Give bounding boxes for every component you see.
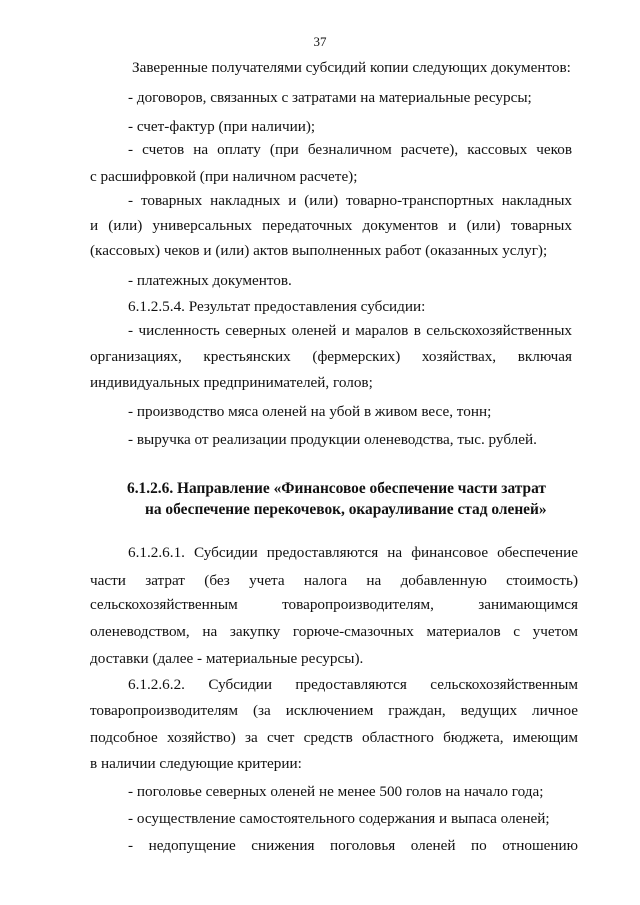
text-line: - недопущение снижения поголовья оленей по отношению — [128, 837, 578, 854]
text-line: с расшифровкой (при наличном расчете); — [90, 168, 358, 185]
text-line: 6.1.2.5.4. Результат предоставления субсидии: — [128, 298, 426, 315]
text-line: - счет-фактур (при наличии); — [128, 118, 316, 135]
text-line: индивидуальных предпринимателей, голов; — [90, 374, 373, 391]
text-line: - товарных накладных и (или) товарно-транспортных накладных — [128, 192, 572, 209]
text-line: части затрат (без учета налога на добавленную стоимость) — [90, 572, 578, 589]
text-line: доставки (далее - материальные ресурсы). — [90, 650, 364, 667]
text-line: 6.1.2.6.1. Субсидии предоставляются на финансовое обеспечение — [128, 544, 578, 561]
text-line: - производство мяса оленей на убой в живом весе, тонн; — [128, 403, 492, 420]
text-line: - счетов на оплату (при безналичном расчете), кассовых чеков — [128, 141, 572, 158]
text-line: - численность северных оленей и маралов в сельскохозяйственных — [128, 322, 572, 339]
text-line: - осуществление самостоятельного содержания и выпаса оленей; — [128, 810, 550, 827]
section-heading: 6.1.2.6. Направление «Финансовое обеспечение части затрат — [127, 480, 546, 497]
text-line: оленеводством, на закупку горюче-смазочных материалов с учетом — [90, 623, 578, 640]
text-line: подсобное хозяйство) за счет средств областного бюджета, имеющим — [90, 729, 578, 746]
section-heading: на обеспечение перекочевок, окарауливание стад оленей» — [145, 501, 547, 518]
text-line: - выручка от реализации продукции оленеводства, тыс. рублей. — [128, 431, 537, 448]
text-line: организациях, крестьянских (фермерских) хозяйствах, включая — [90, 348, 572, 365]
text-line: (кассовых) чеков и (или) актов выполненных работ (оказанных услуг); — [90, 242, 548, 259]
text-line: - договоров, связанных с затратами на материальные ресурсы; — [128, 89, 532, 106]
text-line: - поголовье северных оленей не менее 500 голов на начало года; — [128, 783, 544, 800]
text-line: Заверенные получателями субсидий копии следующих документов: — [132, 59, 571, 76]
text-line: - платежных документов. — [128, 272, 292, 289]
text-line: 6.1.2.6.2. Субсидии предоставляются сельскохозяйственным — [128, 676, 578, 693]
text-line: товаропроизводителям (за исключением граждан, ведущих личное — [90, 702, 578, 719]
text-line: и (или) универсальных передаточных документов и (или) товарных — [90, 217, 572, 234]
page-number: 37 — [313, 34, 327, 49]
text-line: сельскохозяйственным товаропроизводителям, занимающимся — [90, 596, 578, 613]
text-line: в наличии следующие критерии: — [90, 755, 302, 772]
